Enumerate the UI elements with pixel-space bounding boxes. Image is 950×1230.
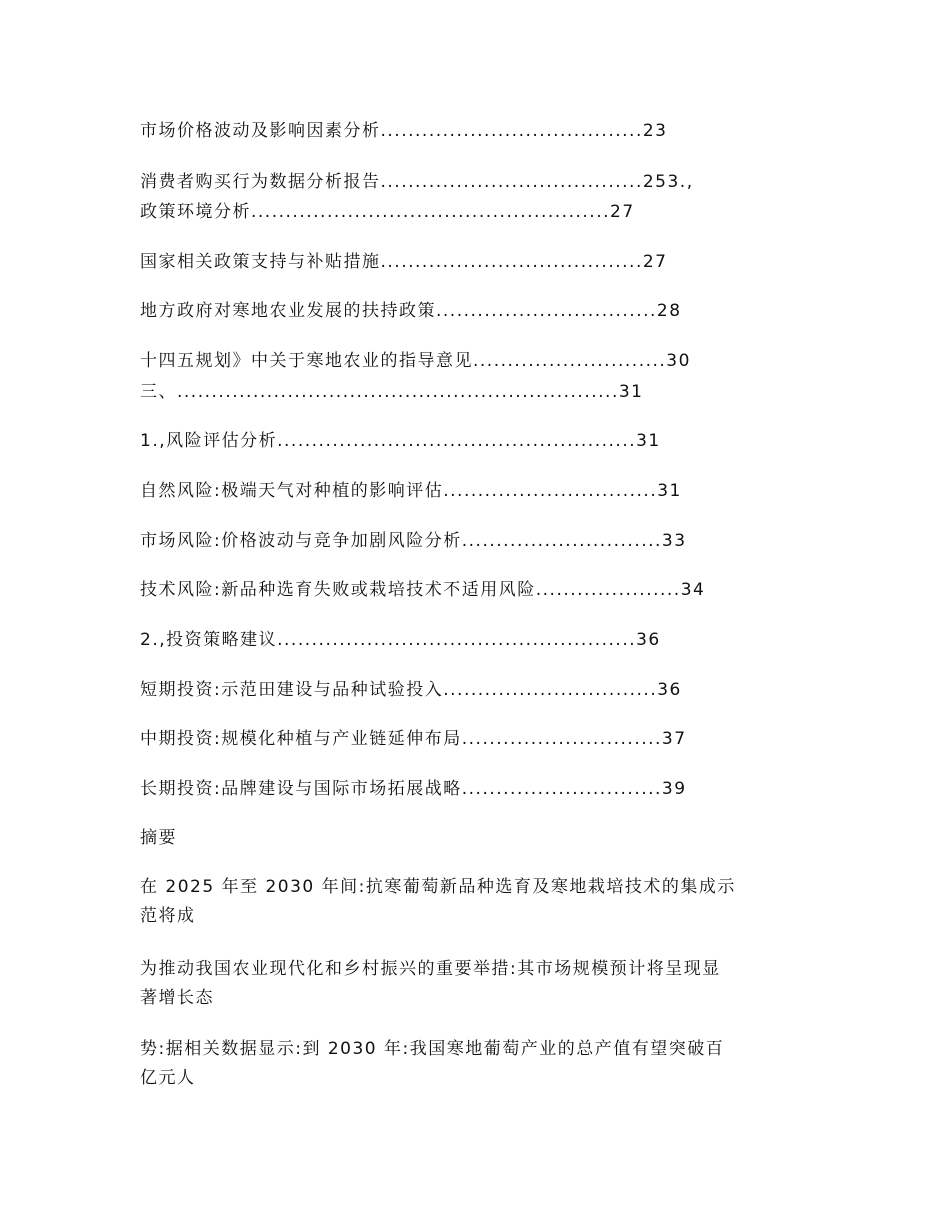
paragraph-line: 势:据相关数据显示:到 2030 年:我国寒地葡萄产业的总产值有望突破百: [140, 1039, 725, 1059]
paragraph-line: 著增长态: [140, 988, 214, 1008]
toc-entry-consumer-behavior[interactable]: 消费者购买行为数据分析报告......................................253.,: [140, 172, 694, 192]
paragraph-line: 范将成: [140, 906, 196, 926]
paragraph-line: 为推动我国农业现代化和乡村振兴的重要举措:其市场规模预计将呈现显: [140, 959, 721, 979]
toc-entry-policy-environment[interactable]: 政策环境分析....................................................27: [140, 202, 635, 222]
toc-entry-section-three[interactable]: 三、................................................................31: [140, 382, 644, 402]
toc-entry-market-price[interactable]: 市场价格波动及影响因素分析......................................23: [140, 121, 668, 141]
abstract-paragraph: [140, 955, 805, 1013]
toc-entry-market-risk[interactable]: 市场风险:价格波动与竞争加剧风险分析.............................33: [140, 531, 687, 551]
abstract-paragraph: [140, 1035, 805, 1093]
toc-entry-local-policy[interactable]: 地方政府对寒地农业发展的扶持政策................................28: [140, 301, 682, 321]
toc-entry-investment-strategy[interactable]: 2.,投资策略建议....................................................36: [140, 630, 661, 650]
paragraph-line: 在 2025 年至 2030 年间:抗寒葡萄新品种选育及寒地栽培技术的集成示: [140, 877, 736, 897]
toc-entry-risk-assessment[interactable]: 1.,风险评估分析....................................................31: [140, 431, 661, 451]
paragraph-line: 亿元人: [140, 1068, 196, 1088]
toc-entry-long-term[interactable]: 长期投资:品牌建设与国际市场拓展战略.............................39: [140, 779, 687, 799]
toc-entry-national-policy[interactable]: 国家相关政策支持与补贴措施......................................27: [140, 252, 668, 272]
toc-entry-natural-risk[interactable]: 自然风险:极端天气对种植的影响评估...............................31: [140, 481, 682, 501]
abstract-paragraph: [140, 873, 805, 931]
toc-entry-short-term[interactable]: 短期投资:示范田建设与品种试验投入...............................36: [140, 680, 682, 700]
toc-entry-mid-term[interactable]: 中期投资:规模化种植与产业链延伸布局.............................37: [140, 729, 687, 749]
abstract-heading: 摘要: [140, 828, 177, 848]
toc-entry-technical-risk[interactable]: 技术风险:新品种选育失败或栽培技术不适用风险.....................34: [140, 580, 706, 600]
toc-entry-five-year-plan[interactable]: 十四五规划》中关于寒地农业的指导意见............................30: [140, 351, 691, 371]
